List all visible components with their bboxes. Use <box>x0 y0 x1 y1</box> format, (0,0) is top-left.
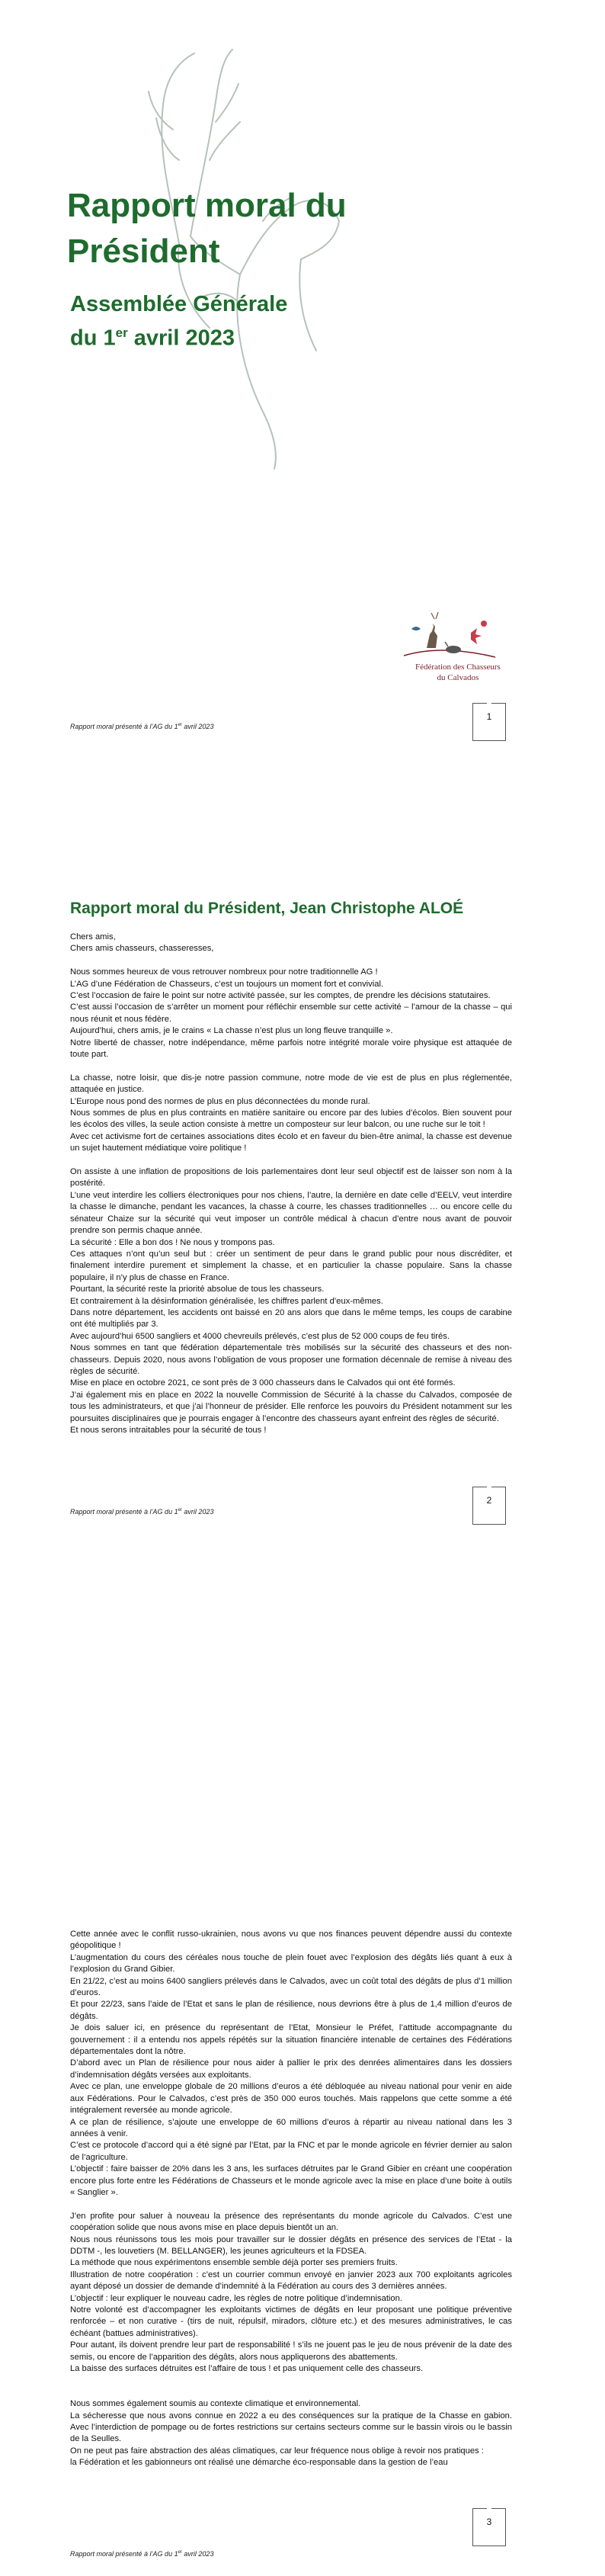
cover-subtitle <box>70 290 405 353</box>
paragraph: L’objectif : faire baisser de 20% dans les 3 ans, les surfaces détruites par le Grand Gibier en créant une coopération encore plus forte entre les Fédérations de Chasseurs et le monde agricole avec la mise en place d’une boite à outils « Sanglier ». <box>70 2164 512 2197</box>
paragraph: L’objectif : leur expliquer le nouveau cadre, les règles de notre politique d’indemnisation. <box>70 2293 402 2303</box>
footer-sup: er <box>178 723 182 727</box>
paragraph: La chasse, notre loisir, que dis-je notre passion commune, notre mode de vie est de plus en plus réglementée, attaquée en justice. <box>70 1073 512 1095</box>
footer-suffix: avril 2023 <box>181 1508 214 1516</box>
paragraph <box>70 2387 512 2398</box>
footer-sup: er <box>178 1508 182 1513</box>
paragraph: Aujourd’hui, chers amis, je le crains « La chasse n’est plus un long fleuve tranquille ». <box>70 1026 393 1036</box>
paragraph: Pour autant, ils doivent prendre leur part de responsabilité ! s’ils ne jouent pas le jeu de nous prévenir de la date des semis, ou encore de l’apparition des dégâts, alors nous appliquerons des abattements. <box>70 2340 512 2362</box>
paragraph: C’est aussi l’occasion de s’arrêter un moment pour réfléchir ensemble sur cette activité – l’amour de la chasse – qui nous réunit et nous fédère. <box>70 1002 512 1024</box>
paragraph: Je dois saluer ici, en présence du représentant de l’Etat, Monsieur le Préfet, l’attitude accompagnante du gouvernement : il a entendu nos appels répétés sur la situation financière intenable de certaines des Fédérations départementales dont la nôtre. <box>70 2023 512 2057</box>
paragraph: Cette année avec le conflit russo-ukrainien, nous avons vu que nos finances peuvent dépendre aussi du contexte géopolitique ! <box>70 1930 512 1951</box>
paragraph <box>70 2199 512 2210</box>
paragraph: C’est ce protocole d’accord qui a été signé par l’Etat, par la FNC et par le monde agricole en février dernier au salon de l’agriculture. <box>70 2141 512 2162</box>
paragraph: Nous sommes en tant que fédération départementale très mobilisés sur la sécurité des chasseurs et des non-chasseurs. Depuis 2020, nous avons l’obligation de vous proposer une formation décennale de remise à niveau des règles de sécurité. <box>70 1343 512 1376</box>
logo-text-line2: du Calvados <box>437 673 479 682</box>
paragraph: La sécurité : Elle a bon dos ! Ne nous y trompons pas. <box>70 1237 275 1247</box>
paragraph: J’en profite pour saluer à nouveau la présence des représentants du monde agricole du Calvados. C’est une coopération solide que nous avons mise en place depuis bientôt un an. <box>70 2211 512 2233</box>
paragraph: Chers amis, <box>70 932 116 942</box>
paragraph: C’est l’occasion de faire le point sur notre activité passée, sur les comptes, de prendre les décisions statutaires. <box>70 991 491 1001</box>
footer-sup: er <box>178 2550 182 2555</box>
cover-subtitle-line2 <box>70 319 405 353</box>
paragraph: On assiste à une inflation de propositions de lois parlementaires dont leur seul objectif est de laisser son nom à la postérité. <box>70 1167 512 1189</box>
paragraph: Et nous serons intraitables pour la sécurité de tous ! <box>70 1426 267 1436</box>
paragraph: L’AG d’une Fédération de Chasseurs, c’est un toujours un moment fort et convivial. <box>70 979 384 989</box>
paragraph: La sécheresse que nous avons connue en 2022 a eu des conséquences sur la pratique de la Chasse en gabion. Avec l’interdiction de pompage ou de fortes restrictions sur certains secteurs comme sur le bassin virois ou le bassin de la Seulles. <box>70 2411 512 2444</box>
paragraph: En 21/22, c’est au moins 6400 sangliers prélevés dans le Calvados, avec un coût total des dégâts de plus d’1 million d’euros. <box>70 1976 512 1998</box>
paragraph: Nous nous réunissons tous les mois pour travailler sur le dossier dégâts en présence des services de l’Etat - la DDTM -, les louvetiers (M. BELLANGER), les jeunes agriculteurs et la FDSEA. <box>70 2234 512 2256</box>
paragraph: On ne peut pas faire abstraction des aléas climatiques, car leur fréquence nous oblige à revoir nos pratiques : <box>70 2446 484 2456</box>
cover-title: Rapport moral du Président <box>67 187 347 270</box>
paragraph: Avec aujourd’hui 6500 sangliers et 4000 chevreuils prélevés, c’est plus de 52 000 coups de feu tirés. <box>70 1331 450 1341</box>
cover-page <box>0 0 605 793</box>
paragraph <box>70 1155 512 1166</box>
paragraph: L’Europe nous pond des normes de plus en plus déconnectées du monde rural. <box>70 1096 370 1106</box>
paragraph: Ces attaques n’ont qu’un seul but : créer un sentiment de peur dans le grand public pour nous discréditer, et finalement interdire purement et simplement la chasse, et en particulier la chasse populaire. Sans la chasse populaire, il n’y plus de chasse en France. <box>70 1249 512 1282</box>
footer-suffix: avril 2023 <box>181 2550 214 2558</box>
paragraph <box>70 1060 512 1072</box>
cover-date-suffix: avril 2023 <box>127 326 235 351</box>
footer-suffix: avril 2023 <box>181 723 214 730</box>
paragraph: Illustration de notre coopération : c’est un courrier commun envoyé en janvier 2023 aux 700 exploitants agricoles ayant déposé un dossier de demande d’indemnité à la Fédération au cours des 3 dernières années. <box>70 2270 512 2292</box>
paragraph: La baisse des surfaces détruites est l’affaire de tous ! et pas uniquement celle des chasseurs. <box>70 2364 424 2374</box>
paragraph: L’une veut interdire les colliers électroniques pour nos chiens, l’autre, la dernière en date celle d’EELV, veut interdire la chasse le dimanche, pendant les vacances, la chasse à courre, les chasses traditionnelles … ou encore celle du sénateur Chaize sur la sécurité qui veut imposer un contrôle médical à chacun d’entre nous avant de pouvoir prendre son permis chaque année. <box>70 1190 512 1236</box>
page-footer <box>70 2550 213 2558</box>
logo-text <box>415 662 501 683</box>
section-heading: Rapport moral du Président, Jean Christophe ALOÉ <box>70 900 464 917</box>
footer-prefix: Rapport moral présenté à l’AG du 1 <box>70 2550 178 2558</box>
paragraph: Chers amis chasseurs, chasseresses, <box>70 944 214 954</box>
footer-prefix: Rapport moral présenté à l’AG du 1 <box>70 723 178 730</box>
page-footer <box>70 723 213 730</box>
paragraph: Notre liberté de chasser, notre indépendance, même parfois notre intégrité morale voire physique est attaquée de toute part. <box>70 1038 512 1060</box>
page-number-box <box>472 2508 506 2546</box>
paragraph: Avec cet activisme fort de certaines associations dites écolo et en faveur du bien-être animal, la chasse est devenue un sujet hautement médiatique voire politique ! <box>70 1131 512 1153</box>
cover-date-sup: er <box>115 326 128 340</box>
paragraph: Dans notre département, les accidents ont baissé en 20 ans alors que dans le même temps, les coups de carabine ont été multipliés par 3. <box>70 1307 512 1330</box>
paragraph: Et contrairement à la désinformation généralisée, les chiffres parlent d’eux-mêmes. <box>70 1296 383 1306</box>
page-number-box <box>472 703 506 741</box>
paragraph: L’augmentation du cours des céréales nous touche de plein fouet avec l’explosion des dégâts liés quant à eux à l’explosion du Grand Gibier. <box>70 1952 512 1975</box>
footer-prefix: Rapport moral présenté à l’AG du 1 <box>70 1508 178 1516</box>
cover-subtitle-line1: Assemblée Générale <box>70 292 288 316</box>
paragraph: Nous sommes également soumis au contexte climatique et environnemental. <box>70 2399 361 2409</box>
page3-body <box>70 1929 512 2469</box>
paragraph: Et pour 22/23, sans l’aide de l’Etat et sans le plan de résilience, nous devrions être à plus de 1,4 million d’euros de dégâts. <box>70 2000 512 2021</box>
cover-date-prefix: du 1 <box>70 326 116 351</box>
page2-body <box>70 932 512 1436</box>
page-footer <box>70 1508 213 1516</box>
paragraph: Avec ce plan, une enveloppe globale de 20 millions d’euros a été débloquée au niveau national pour venir en aide aux Fédérations. Pour le Calvados, c’est près de 350 000 euros touchés. Mais rappelons que cette somme a été intégralement reversée au monde agricole. <box>70 2082 512 2116</box>
page-number-box <box>472 1487 506 1525</box>
paragraph: Notre volonté est d’accompagner les exploitants victimes de dégâts en leur proposant une politique préventive renforcée – et non curative - (tirs de nuit, répulsif, miradors, clôture etc.) et des mesures administratives, le cas échéant (battues administratives). <box>70 2305 512 2338</box>
paragraph: Nous sommes de plus en plus contraints en matière sanitaire ou encore par des lubies d’écolos. Bien souvent pour les écolos des villes, la seule action consiste à mettre un composteur sur leur balcon, ou une ruche sur le toit ! <box>70 1108 512 1130</box>
paragraph: Pourtant, la sécurité reste la priorité absolue de tous les chasseurs. <box>70 1285 325 1294</box>
paragraph: Nous sommes heureux de vous retrouver nombreux pour notre traditionnelle AG ! <box>70 967 378 977</box>
page-number: 3 <box>486 2517 492 2527</box>
page-number: 2 <box>486 1495 492 1506</box>
paragraph: La méthode que nous expérimentons ensemble semble déjà porter ses premiers fruits. <box>70 2258 398 2268</box>
paragraph: A ce plan de résilience, s’ajoute une enveloppe de 60 millions d’euros à répartir au niveau national dans les 3 années à venir. <box>70 2117 512 2138</box>
paragraph <box>70 955 512 967</box>
logo-text-line1: Fédération des Chasseurs <box>415 662 501 672</box>
paragraph <box>70 2375 512 2386</box>
paragraph: la Fédération et les gabionneurs ont réalisé une démarche éco-responsable dans la gestion de l’eau <box>70 2458 448 2468</box>
paragraph: D’abord avec un Plan de résilience pour nous aider à pallier le prix des denrées alimentaires dans les dossiers d’indemnisation dégâts versées aux exploitants. <box>70 2058 512 2080</box>
paragraph: Mise en place en octobre 2021, ce sont près de 3 000 chasseurs dans le Calvados qui ont été formés. <box>70 1378 456 1388</box>
page-number: 1 <box>486 711 492 722</box>
paragraph: J’ai également mis en place en 2022 la nouvelle Commission de Sécurité à la chasse du Calvados, composée de tous les administrateurs, et que j’ai l’honneur de présider. Elle renforce les pouvoirs du Président notamment sur les poursuites disciplinaires que je pourrais engager à l’encontre des chasseurs ayant enfreint des règles de sécurité. <box>70 1390 512 1423</box>
